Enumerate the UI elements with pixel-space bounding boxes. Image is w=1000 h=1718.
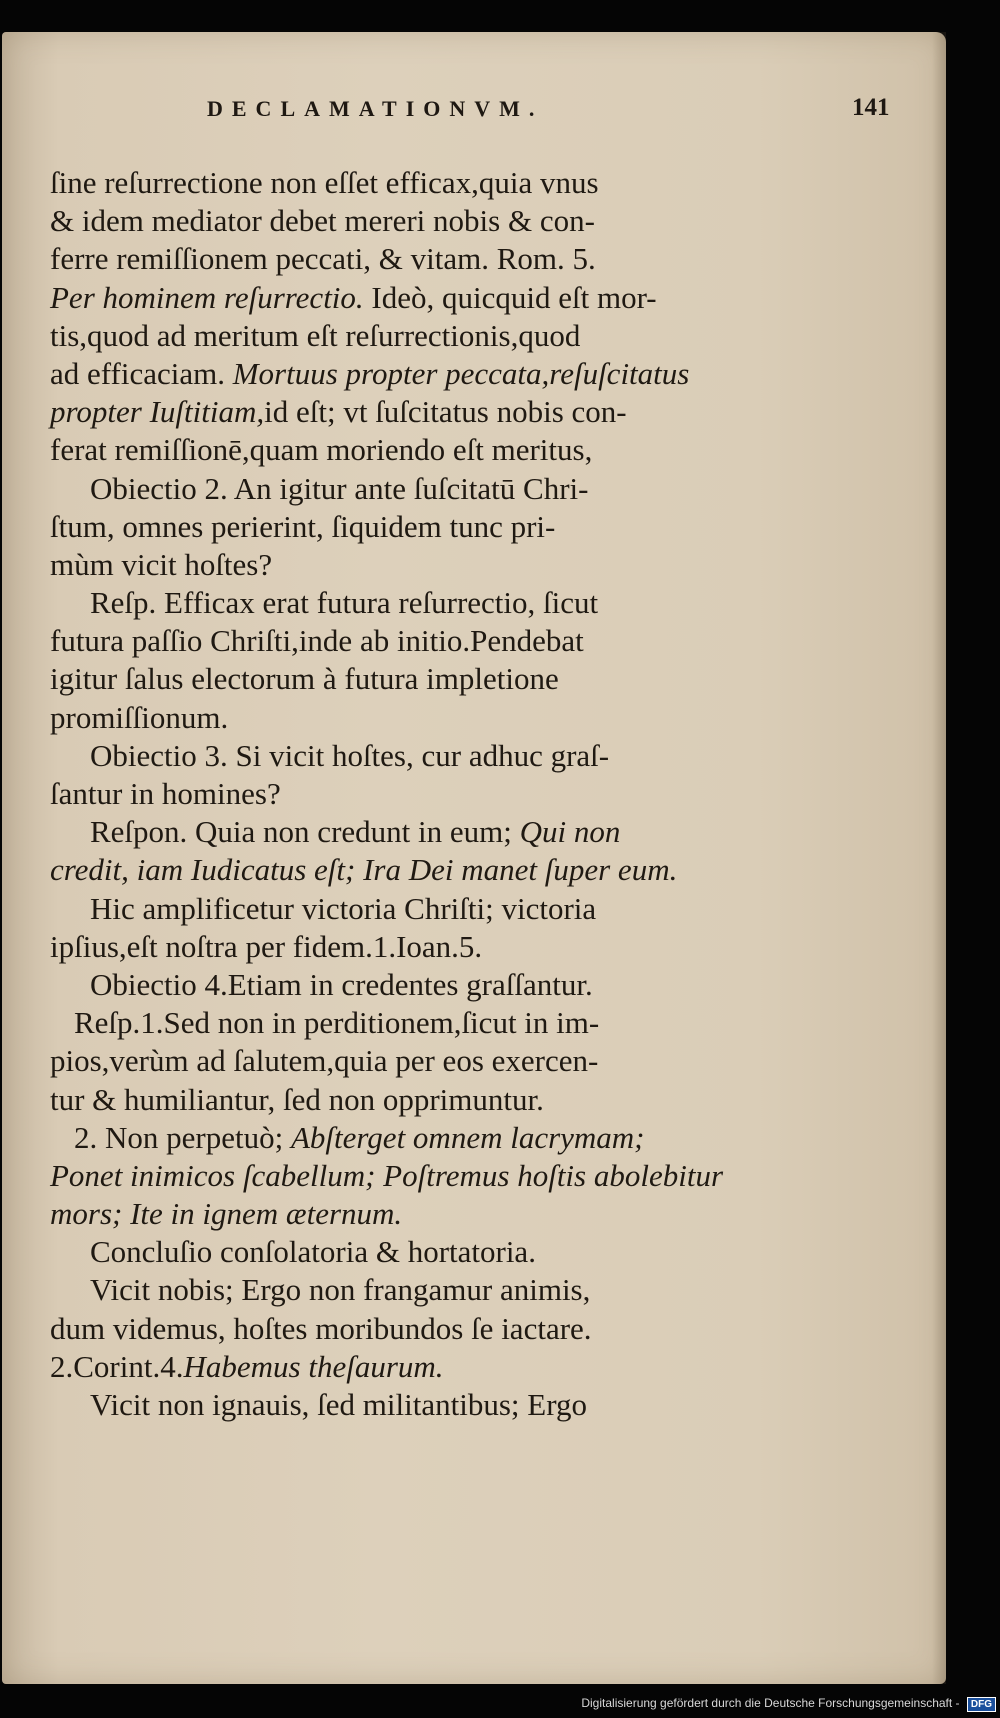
text-line [50, 202, 910, 240]
text-segment: & idem mediator debet mereri nobis & con- [50, 203, 595, 239]
text-segment: ad efficaciam. [50, 355, 233, 391]
text-line [50, 1119, 910, 1157]
text-segment: 2.Corint.4. [50, 1348, 184, 1384]
text-line [50, 660, 910, 698]
text-segment: id eſt; vt ſuſcitatus nobis con- [264, 394, 627, 430]
text-line [50, 622, 910, 660]
text-segment: mùm vicit hoſtes? [50, 546, 273, 582]
text-segment: ſtum, omnes perierint, ſiquidem tunc pri- [50, 508, 556, 544]
text-line [50, 1348, 910, 1386]
text-line [50, 928, 910, 966]
running-head [2, 96, 946, 136]
text-segment: dum videmus, hoſtes moribundos ſe iactare. [50, 1310, 592, 1346]
text-line [50, 546, 910, 584]
text-segment: Vicit non ignauis, ſed militantibus; Ergo [90, 1387, 587, 1422]
text-line [50, 813, 910, 851]
text-segment: futura paſſio Chriſti,inde ab initio.Pendebat [50, 623, 584, 659]
text-line [50, 355, 910, 393]
text-line [50, 240, 910, 278]
text-segment: Obiectio 3. Si vicit hoſtes, cur adhuc graſ- [90, 737, 610, 773]
text-segment: 2. Non perpetuò; [74, 1119, 291, 1155]
text-segment: ipſius,eſt noſtra per fidem.1.Ioan.5. [50, 928, 483, 964]
text-line [50, 1195, 910, 1233]
italic-text-segment: Mortuus propter peccata,reſuſcitatus [232, 355, 690, 391]
text-segment: pios,verùm ad ſalutem,quia per eos exercen- [50, 1043, 599, 1079]
italic-text-segment: propter Iuſtitiam, [50, 394, 265, 430]
text-segment: tis,quod ad meritum eſt reſurrectionis,quod [50, 317, 581, 353]
text-segment: Reſp. Efficax erat futura reſurrectio, ſicut [90, 585, 599, 621]
text-line [50, 1233, 910, 1271]
text-line [50, 279, 910, 317]
text-line [50, 1081, 910, 1119]
text-segment: ferat remiſſionē,quam moriendo eſt meritus, [50, 432, 593, 468]
text-segment: Vicit nobis; Ergo non frangamur animis, [90, 1272, 591, 1308]
text-segment: Obiectio 2. An igitur ante ſuſcitatū Chri- [90, 470, 589, 506]
page-edge-shadow [932, 32, 946, 1684]
text-line [50, 1271, 910, 1309]
text-line [50, 164, 910, 202]
page-number: 141 [852, 94, 890, 121]
text-segment: Reſp.1.Sed non in perditionem,ſicut in im- [74, 1005, 600, 1041]
text-line [50, 508, 910, 546]
funding-credit: Digitalisierung gefördert durch die Deutsche Forschungsgemeinschaft - [581, 1696, 960, 1710]
text-line [50, 775, 910, 813]
text-line [50, 317, 910, 355]
text-segment: tur & humiliantur, ſed non opprimuntur. [50, 1081, 544, 1117]
dfg-logo: DFG [967, 1697, 996, 1712]
italic-text-segment: mors; Ite in ignem æternum. [50, 1196, 403, 1232]
text-line [50, 1042, 910, 1080]
text-segment: ſantur in homines? [50, 776, 281, 811]
running-title: DECLAMATIONVM. [207, 96, 544, 121]
italic-text-segment: Qui non [519, 814, 621, 850]
italic-text-segment: Abſterget omnem lacrymam; [290, 1119, 645, 1155]
text-segment: Concluſio conſolatoria & hortatoria. [90, 1234, 536, 1270]
italic-text-segment: Per hominem reſurrectio. [50, 279, 364, 315]
italic-text-segment: Habemus theſaurum. [183, 1348, 444, 1384]
text-line [50, 699, 910, 737]
text-line [50, 431, 910, 469]
text-segment: igitur ſalus electorum à futura impletione [50, 661, 559, 697]
text-line [50, 1157, 910, 1195]
text-segment: Hic amplificetur victoria Chriſti; victoria [90, 890, 597, 926]
text-line [50, 890, 910, 928]
text-line [50, 393, 910, 431]
text-segment: Ideò, quicquid eſt mor- [363, 279, 657, 315]
text-line [50, 851, 910, 889]
text-segment: ſine reſurrectione non eſſet efficax,quia vnus [50, 165, 599, 200]
text-segment: Obiectio 4.Etiam in credentes graſſantur. [90, 966, 593, 1002]
text-segment: promiſſionum. [50, 699, 229, 735]
text-line [50, 966, 910, 1004]
text-segment: Reſpon. Quia non credunt in eum; [90, 814, 520, 850]
text-segment: ferre remiſſionem peccati, & vitam. Rom. 5. [50, 241, 596, 277]
text-line [50, 1004, 910, 1042]
italic-text-segment: Ponet inimicos ſcabellum; Poſtremus hoſtis abolebitur [50, 1157, 724, 1193]
digitization-footer [581, 1696, 996, 1712]
book-page [2, 32, 946, 1684]
text-line [50, 470, 910, 508]
italic-text-segment: credit, iam Iudicatus eſt; Ira Dei manet ſuper eum. [50, 852, 678, 888]
body-text [50, 164, 910, 1424]
text-line [50, 1310, 910, 1348]
text-line [50, 737, 910, 775]
text-line [50, 1386, 910, 1424]
text-line [50, 584, 910, 622]
